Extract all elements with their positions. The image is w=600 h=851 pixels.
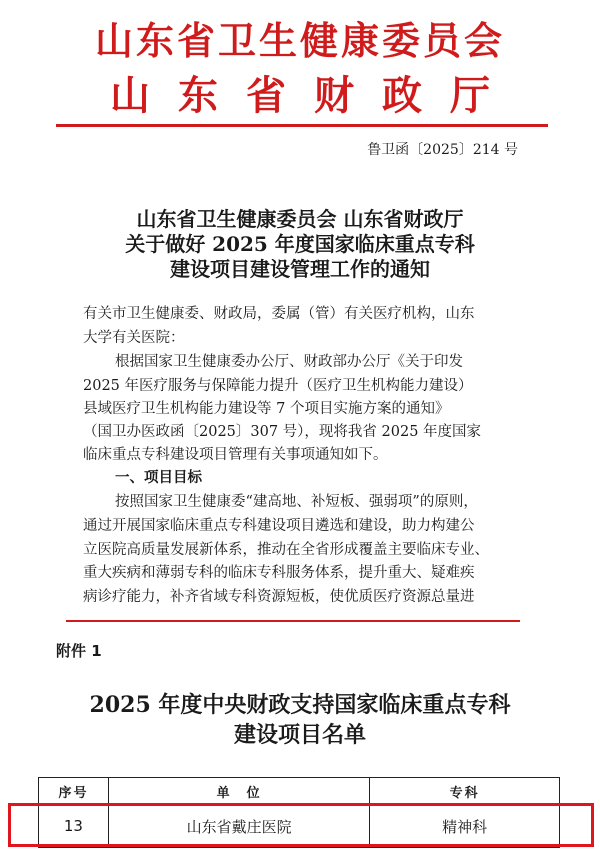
highlight-box [8, 803, 594, 847]
addressee-line-1: 有关市卫生健康委、财政局，委属（管）有关医疗机构，山东 [83, 306, 475, 322]
attachment-title-line-2: 建设项目名单 [233, 722, 366, 748]
attachment-label: 附件 1 [56, 642, 102, 660]
section-heading-project-goal: 一、项目目标 [115, 469, 202, 486]
paragraph-2-line: 立医院高质量发展新体系，推动在全省形成覆盖主要临床专业、 [83, 542, 489, 558]
notice-title-line-3: 建设项目建设管理工作的通知 [170, 257, 430, 281]
paragraph-2-line: 按照国家卫生健康委“建高地、补短板、强弱项”的原则， [115, 494, 478, 510]
paragraph-2-line: 重大疾病和薄弱专科的临床专科服务体系，提升重大、疑难疾 [83, 565, 475, 581]
issuer-line-1: 山东省卫生健康委员会 [94, 19, 505, 63]
paragraph-2-line: 病诊疗能力，补齐省域专科资源短板，使优质医疗资源总量进 [83, 589, 475, 605]
paragraph-1-line: 2025 年医疗服务与保障能力提升（医疗卫生机构能力建设） [83, 378, 473, 394]
table-header-row [39, 778, 560, 805]
paragraph-1-line: 根据国家卫生健康委办公厅、财政部办公厅《关于印发 [115, 354, 463, 370]
addressee-line-2: 大学有关医院： [83, 330, 185, 346]
header-specialty: 专科 [370, 778, 560, 805]
header-unit: 单 位 [108, 778, 369, 805]
paragraph-1-line: 临床重点专科建设项目管理有关事项通知如下。 [83, 447, 388, 463]
section-red-rule [66, 620, 520, 622]
issuer-line-2: 山东省财政厅 [110, 73, 518, 119]
notice-title-line-1: 山东省卫生健康委员会 山东省财政厅 [136, 207, 464, 231]
paragraph-1-line: （国卫办医政函〔2025〕307 号），现将我省 2025 年度国家 [83, 424, 482, 440]
cell-unit: 山东省戴庄医院 [108, 805, 369, 848]
header-red-rule [56, 124, 548, 127]
cell-serial-number: 13 [39, 805, 109, 848]
header-serial-number: 序号 [39, 778, 109, 805]
notice-title-line-2: 关于做好 2025 年度国家临床重点专科 [125, 232, 475, 256]
paragraph-1-line: 县域医疗卫生机构能力建设等 7 个项目实施方案的通知》 [83, 401, 450, 417]
attachment-title-line-1: 2025 年度中央财政支持国家临床重点专科 [89, 692, 511, 718]
document-number: 鲁卫函〔2025〕214 号 [367, 142, 518, 158]
paragraph-2-line: 通过开展国家临床重点专科建设项目遴选和建设，助力构建公 [83, 518, 475, 534]
cell-specialty: 精神科 [370, 805, 560, 848]
